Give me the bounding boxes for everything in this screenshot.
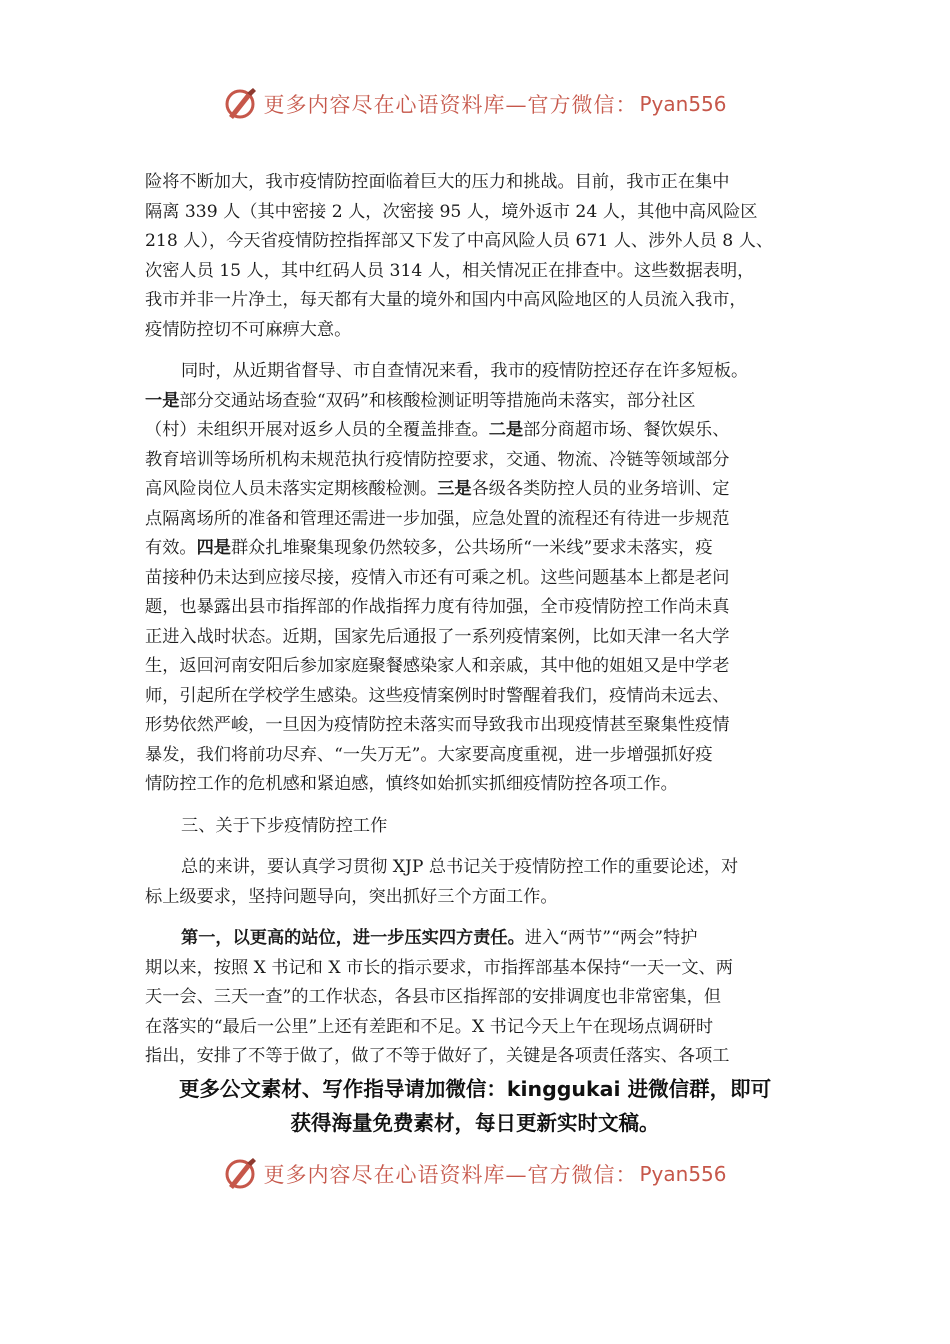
text-line: 隔离 339 人（其中密接 2 人，次密接 95 人，境外返市 24 人，其他中高风险区 bbox=[145, 201, 758, 222]
text-line: 同时，从近期省督导、市自查情况来看，我市的疫情防控还存在许多短板。 bbox=[181, 361, 749, 381]
text-span: 部分商超市场、餐饮娱乐、 bbox=[523, 420, 730, 440]
text-line bbox=[145, 387, 805, 417]
bold-marker: 四是 bbox=[196, 538, 231, 558]
footer-brand-text: 更多内容尽在心语资料库—官方微信： bbox=[263, 1163, 638, 1187]
text-line bbox=[145, 534, 805, 564]
pen-logo-icon bbox=[223, 1156, 259, 1192]
paragraph-4 bbox=[145, 924, 805, 1072]
paragraph-3 bbox=[145, 853, 805, 912]
text-line: 天一会、三天一查”的工作状态，各县市区指挥部的安排调度也非常密集，但 bbox=[145, 987, 721, 1007]
text-line: 期以来，按照 X 书记和 X 市长的指示要求，市指挥部基本保持“一天一文、两 bbox=[145, 957, 733, 978]
text-line: 总的来讲，要认真学习贯彻 XJP 总书记关于疫情防控工作的重要论述，对 bbox=[181, 857, 739, 877]
text-span: 有效。 bbox=[145, 538, 197, 558]
paragraph-1 bbox=[145, 168, 805, 345]
text-line: 次密人员 15 人，其中红码人员 314 人，相关情况正在排查中。这些数据表明， bbox=[145, 260, 755, 281]
text-line: 在落实的“最后一公里”上还有差距和不足。X 书记今天上午在现场点调研时 bbox=[145, 1016, 714, 1037]
paragraph-2 bbox=[145, 357, 805, 800]
header-wechat-id: Pyan556 bbox=[639, 92, 727, 116]
footer-banner bbox=[0, 1152, 950, 1196]
text-line: 题，也暴露出县市指挥部的作战指挥力度有待加强，全市疫情防控工作尚未真 bbox=[145, 597, 730, 617]
text-line: 标上级要求，坚持问题导向，突出抓好三个方面工作。 bbox=[145, 886, 558, 907]
text-line: 正进入战时状态。近期，国家先后通报了一系列疫情案例，比如天津一名大学 bbox=[145, 626, 730, 647]
header-banner bbox=[0, 82, 950, 126]
text-line bbox=[145, 475, 805, 505]
text-span: （村）未组织开展对返乡人员的全覆盖排查。 bbox=[145, 420, 489, 440]
text-line: 暴发，我们将前功尽弃、“一失万无”。大家要高度重视，进一步增强抓好疫 bbox=[145, 744, 713, 765]
promo-notice bbox=[90, 1072, 860, 1140]
bold-lead: 第一，以更高的站位，进一步压实四方责任。 bbox=[181, 928, 525, 948]
footer-wechat-id: Pyan556 bbox=[639, 1162, 727, 1186]
bold-marker: 一是 bbox=[145, 390, 180, 411]
header-brand-text: 更多内容尽在心语资料库—官方微信： bbox=[263, 93, 638, 117]
text-span: 部分交通站场查验“双码”和核酸检测证明等措施尚未落实，部分社区 bbox=[179, 390, 696, 411]
text-line: 点隔离场所的准备和管理还需进一步加强，应急处置的流程还有待进一步规范 bbox=[145, 508, 730, 529]
promo-line: 更多公文素材、写作指导请加微信：kinggukai 进微信群，即可 bbox=[178, 1077, 772, 1101]
text-line: 苗接种仍未达到应接尽接，疫情入市还有可乘之机。这些问题基本上都是老问 bbox=[145, 567, 730, 588]
section-heading: 三、关于下步疫情防控工作 bbox=[181, 815, 388, 836]
text-line: 我市并非一片净土，每天都有大量的境外和国内中高风险地区的人员流入我市， bbox=[145, 290, 747, 310]
bold-marker: 二是 bbox=[488, 420, 524, 440]
pen-logo-icon bbox=[223, 86, 259, 122]
text-span: 进入“两节”“两会”特护 bbox=[524, 928, 698, 948]
promo-line: 获得海量免费素材，每日更新实时文稿。 bbox=[290, 1111, 660, 1135]
text-line: 形势依然严峻，一旦因为疫情防控未落实而导致我市出现疫情甚至聚集性疫情 bbox=[145, 715, 730, 735]
text-line: 师，引起所在学校学生感染。这些疫情案例时时警醒着我们，疫情尚未远去、 bbox=[145, 685, 730, 706]
text-line: 218 人），今天省疫情防控指挥部又下发了中高风险人员 671 人、涉外人员 8 人、 bbox=[145, 231, 774, 251]
text-span: 各级各类防控人员的业务培训、定 bbox=[471, 479, 730, 499]
text-line: 教育培训等场所机构未规范执行疫情防控要求，交通、物流、冷链等领域部分 bbox=[145, 449, 730, 470]
text-span: 群众扎堆聚集现象仍然较多，公共场所“一米线”要求未落实，疫 bbox=[230, 538, 713, 558]
body-text bbox=[145, 168, 805, 1072]
text-line: 生，返回河南安阳后参加家庭聚餐感染家人和亲戚，其中他的姐姐又是中学老 bbox=[145, 656, 730, 676]
text-line: 指出，安排了不等于做了，做了不等于做好了，关键是各项责任落实、各项工 bbox=[145, 1046, 730, 1066]
text-line bbox=[145, 416, 805, 446]
bold-marker: 三是 bbox=[437, 479, 472, 499]
text-span: 高风险岗位人员未落实定期核酸检测。 bbox=[145, 479, 438, 499]
text-line: 险将不断加大，我市疫情防控面临着巨大的压力和挑战。目前，我市正在集中 bbox=[145, 172, 730, 192]
text-line bbox=[145, 924, 805, 954]
text-line: 情防控工作的危机感和紧迫感，慎终如始抓实抓细疫情防控各项工作。 bbox=[145, 774, 678, 794]
text-line: 疫情防控切不可麻痹大意。 bbox=[145, 319, 352, 340]
